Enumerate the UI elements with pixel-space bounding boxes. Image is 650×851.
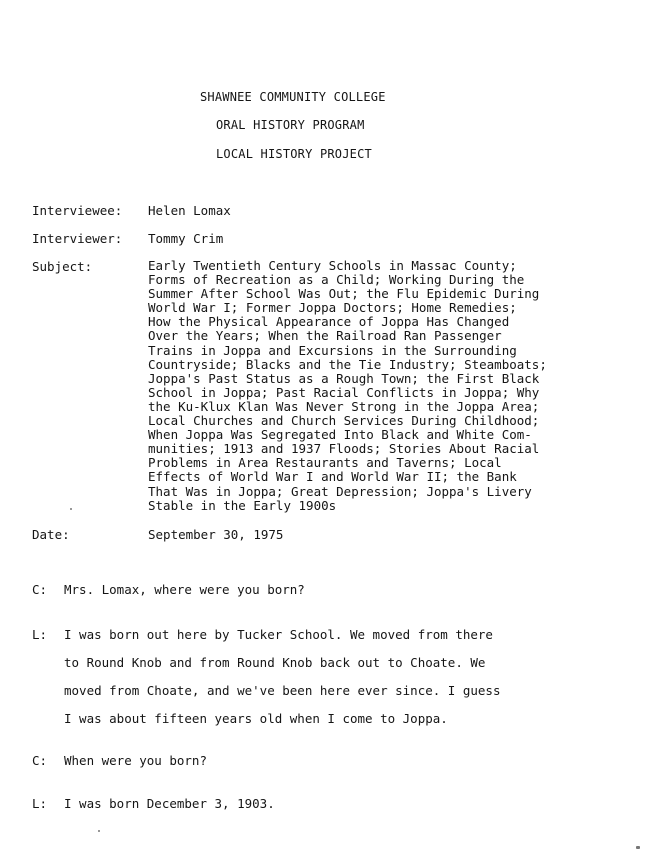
interviewee-name: Helen Lomax: [148, 203, 231, 218]
subject-line: Problems in Area Restaurants and Taverns; Local: [148, 455, 502, 471]
subject-label: Subject:: [32, 259, 93, 274]
institution-heading: SHAWNEE COMMUNITY COLLEGE: [200, 90, 386, 104]
subject-line: Early Twentieth Century Schools in Massac County;: [148, 258, 517, 273]
program-heading: ORAL HISTORY PROGRAM: [216, 118, 365, 132]
subject-line: Joppa's Past Status as a Rough Town; the First Black: [148, 370, 540, 386]
subject-line: That Was in Joppa; Great Depression; Joppa's Livery: [148, 483, 532, 499]
speaker-c: C:: [32, 582, 48, 597]
subject-line: Stable in the Early 1900s: [148, 497, 337, 513]
subject-line: Local Churches and Church Services During Childhood;: [148, 413, 540, 429]
subject-line: School in Joppa; Past Racial Conflicts in Joppa; Why: [148, 384, 540, 400]
interviewer-label: Interviewer:: [32, 231, 123, 246]
subject-line: How the Physical Appearance of Joppa Has Changed: [148, 314, 510, 330]
subject-line: Trains in Joppa and Excursions in the Surrounding: [148, 342, 517, 358]
subject-line: the Ku-Klux Klan Was Never Strong in the Joppa Area;: [148, 398, 540, 414]
answer-line: I was about fifteen years old when I come to Joppa.: [64, 711, 448, 726]
subject-line: When Joppa Was Segregated Into Black and White Com-: [148, 427, 532, 443]
subject-line: Effects of World War I and World War II; the Bank: [148, 469, 517, 485]
subject-line: Countryside; Blacks and the Tie Industry; Steamboats;: [148, 356, 547, 372]
answer-text: I was born December 3, 1903.: [64, 796, 275, 811]
question-text: When were you born?: [64, 753, 207, 768]
answer-line: to Round Knob and from Round Knob back out to Choate. We: [64, 655, 486, 670]
date-label: Date:: [32, 527, 70, 542]
scan-speck: [98, 830, 100, 832]
subject-text: [148, 259, 628, 513]
interviewer-name: Tommy Crim: [148, 231, 224, 246]
interview-date: September 30, 1975: [148, 527, 284, 542]
project-heading: LOCAL HISTORY PROJECT: [216, 147, 372, 161]
speaker-c: C:: [32, 753, 48, 768]
subject-line: Forms of Recreation as a Child; Working During the: [148, 272, 525, 288]
scan-speck: [70, 508, 72, 510]
answer-line: moved from Choate, and we've been here ever since. I guess: [64, 683, 501, 698]
subject-line: Over the Years; When the Railroad Ran Passenger: [148, 328, 502, 344]
subject-line: World War I; Former Joppa Doctors; Home Remedies;: [148, 300, 517, 316]
subject-line: munities; 1913 and 1937 Floods; Stories About Racial: [148, 441, 540, 457]
scan-speck: [636, 846, 640, 849]
subject-line: Summer After School Was Out; the Flu Epidemic During: [148, 286, 540, 302]
answer-line: I was born out here by Tucker School. We moved from there: [64, 627, 493, 642]
interviewee-label: Interviewee:: [32, 203, 123, 218]
question-text: Mrs. Lomax, where were you born?: [64, 582, 305, 597]
speaker-l: L:: [32, 796, 48, 811]
speaker-l: L:: [32, 627, 48, 642]
